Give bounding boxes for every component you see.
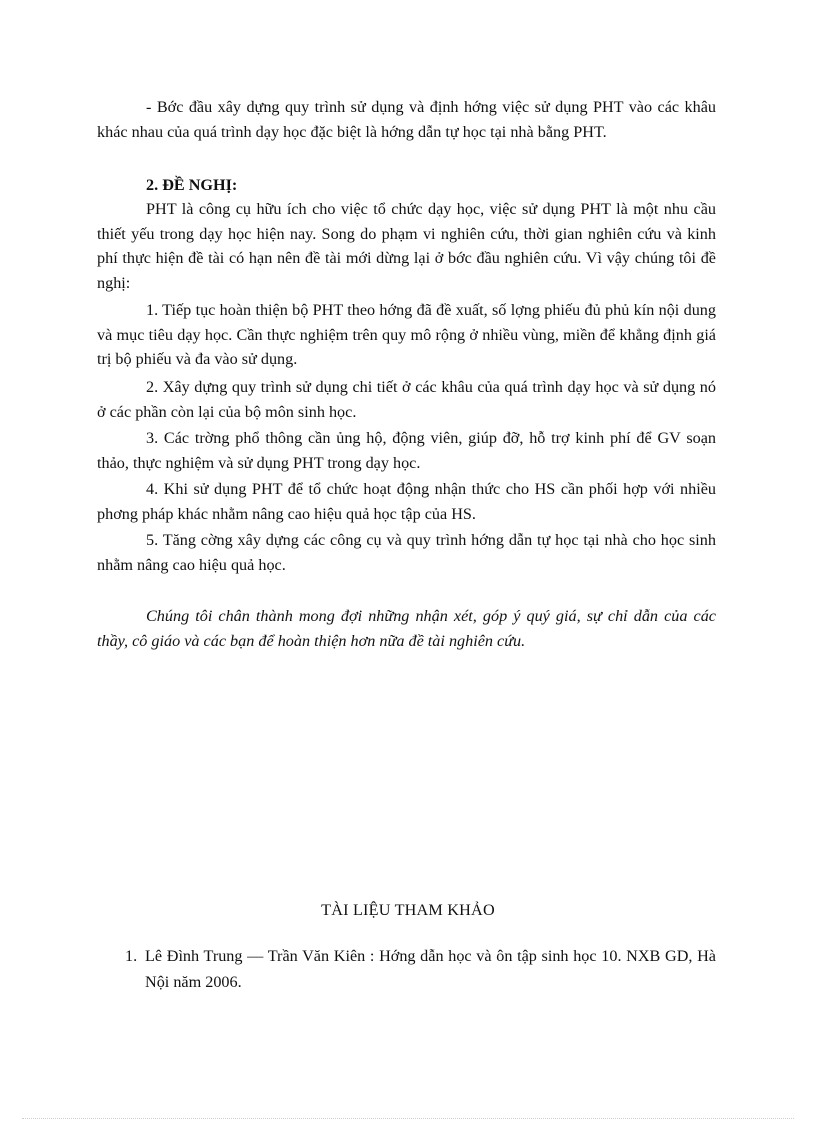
proposal-item-3: 3. Các trờng phổ thông cần ủng hộ, động viên, giúp đỡ, hỗ trợ kinh phí để GV soạn thảo, thực nghiệm và sử dụng PHT trong dạy học. xyxy=(97,429,716,472)
proposal-item-2: 2. Xây dựng quy trình sử dụng chi tiết ở các khâu của quá trình dạy học và sử dụng nó ở các phần còn lại của bộ môn sinh học. xyxy=(97,378,716,421)
reference-text: Lê Đình Trung — Trần Văn Kiên : Hớng dẫn học và ôn tập sinh học 10. NXB GD, Hà Nội năm 2006. xyxy=(145,947,716,991)
intro-paragraph: - Bớc đầu xây dựng quy trình sử dụng và định hớng việc sử dụng PHT vào các khâu khác nhau của quá trình dạy học đặc biệt là hớng dẫn tự học tại nhà bằng PHT. xyxy=(97,98,716,141)
references-title: TÀI LIỆU THAM KHẢO xyxy=(321,901,495,919)
section-heading: 2. ĐỀ NGHỊ: xyxy=(146,176,238,194)
proposal-item-5: 5. Tăng cờng xây dựng các công cụ và quy trình hớng dẫn tự học tại nhà cho học sinh nhằm nâng cao hiệu quả học. xyxy=(97,531,716,574)
proposal-intro-paragraph: PHT là công cụ hữu ích cho việc tổ chức dạy học, việc sử dụng PHT là một nhu cầu thiết yếu trong dạy học hiện nay. Song do phạm vi nghiên cứu, thời gian nghiên cứu và kinh phí thực hiện đề tài có hạn nên đề tài mới dừng lại ở bớc đầu nghiên cứu. Vì vậy chúng tôi đề nghị: xyxy=(97,200,716,292)
closing-note: Chúng tôi chân thành mong đợi những nhận xét, góp ý quý giá, sự chỉ dẫn của các thầy, cô giáo và các bạn để hoàn thiện hơn nữa đề tài nghiên cứu. xyxy=(97,607,716,650)
references-list xyxy=(97,943,716,995)
proposal-item-4: 4. Khi sử dụng PHT để tổ chức hoạt động nhận thức cho HS cần phối hợp với nhiều phơng pháp khác nhằm nâng cao hiệu quả học tập của HS. xyxy=(97,480,716,523)
proposal-item-1: 1. Tiếp tục hoàn thiện bộ PHT theo hớng đã đề xuất, số lợng phiếu đủ phủ kín nội dung và mục tiêu dạy học. Cần thực nghiệm trên quy mô rộng ở nhiều vùng, miền để khẳng định giá trị bộ phiếu và đa vào sử dụng. xyxy=(97,301,716,368)
reference-number: 1. xyxy=(125,947,138,965)
reference-item xyxy=(97,943,716,995)
page-bottom-dotted-rule xyxy=(22,1118,794,1119)
